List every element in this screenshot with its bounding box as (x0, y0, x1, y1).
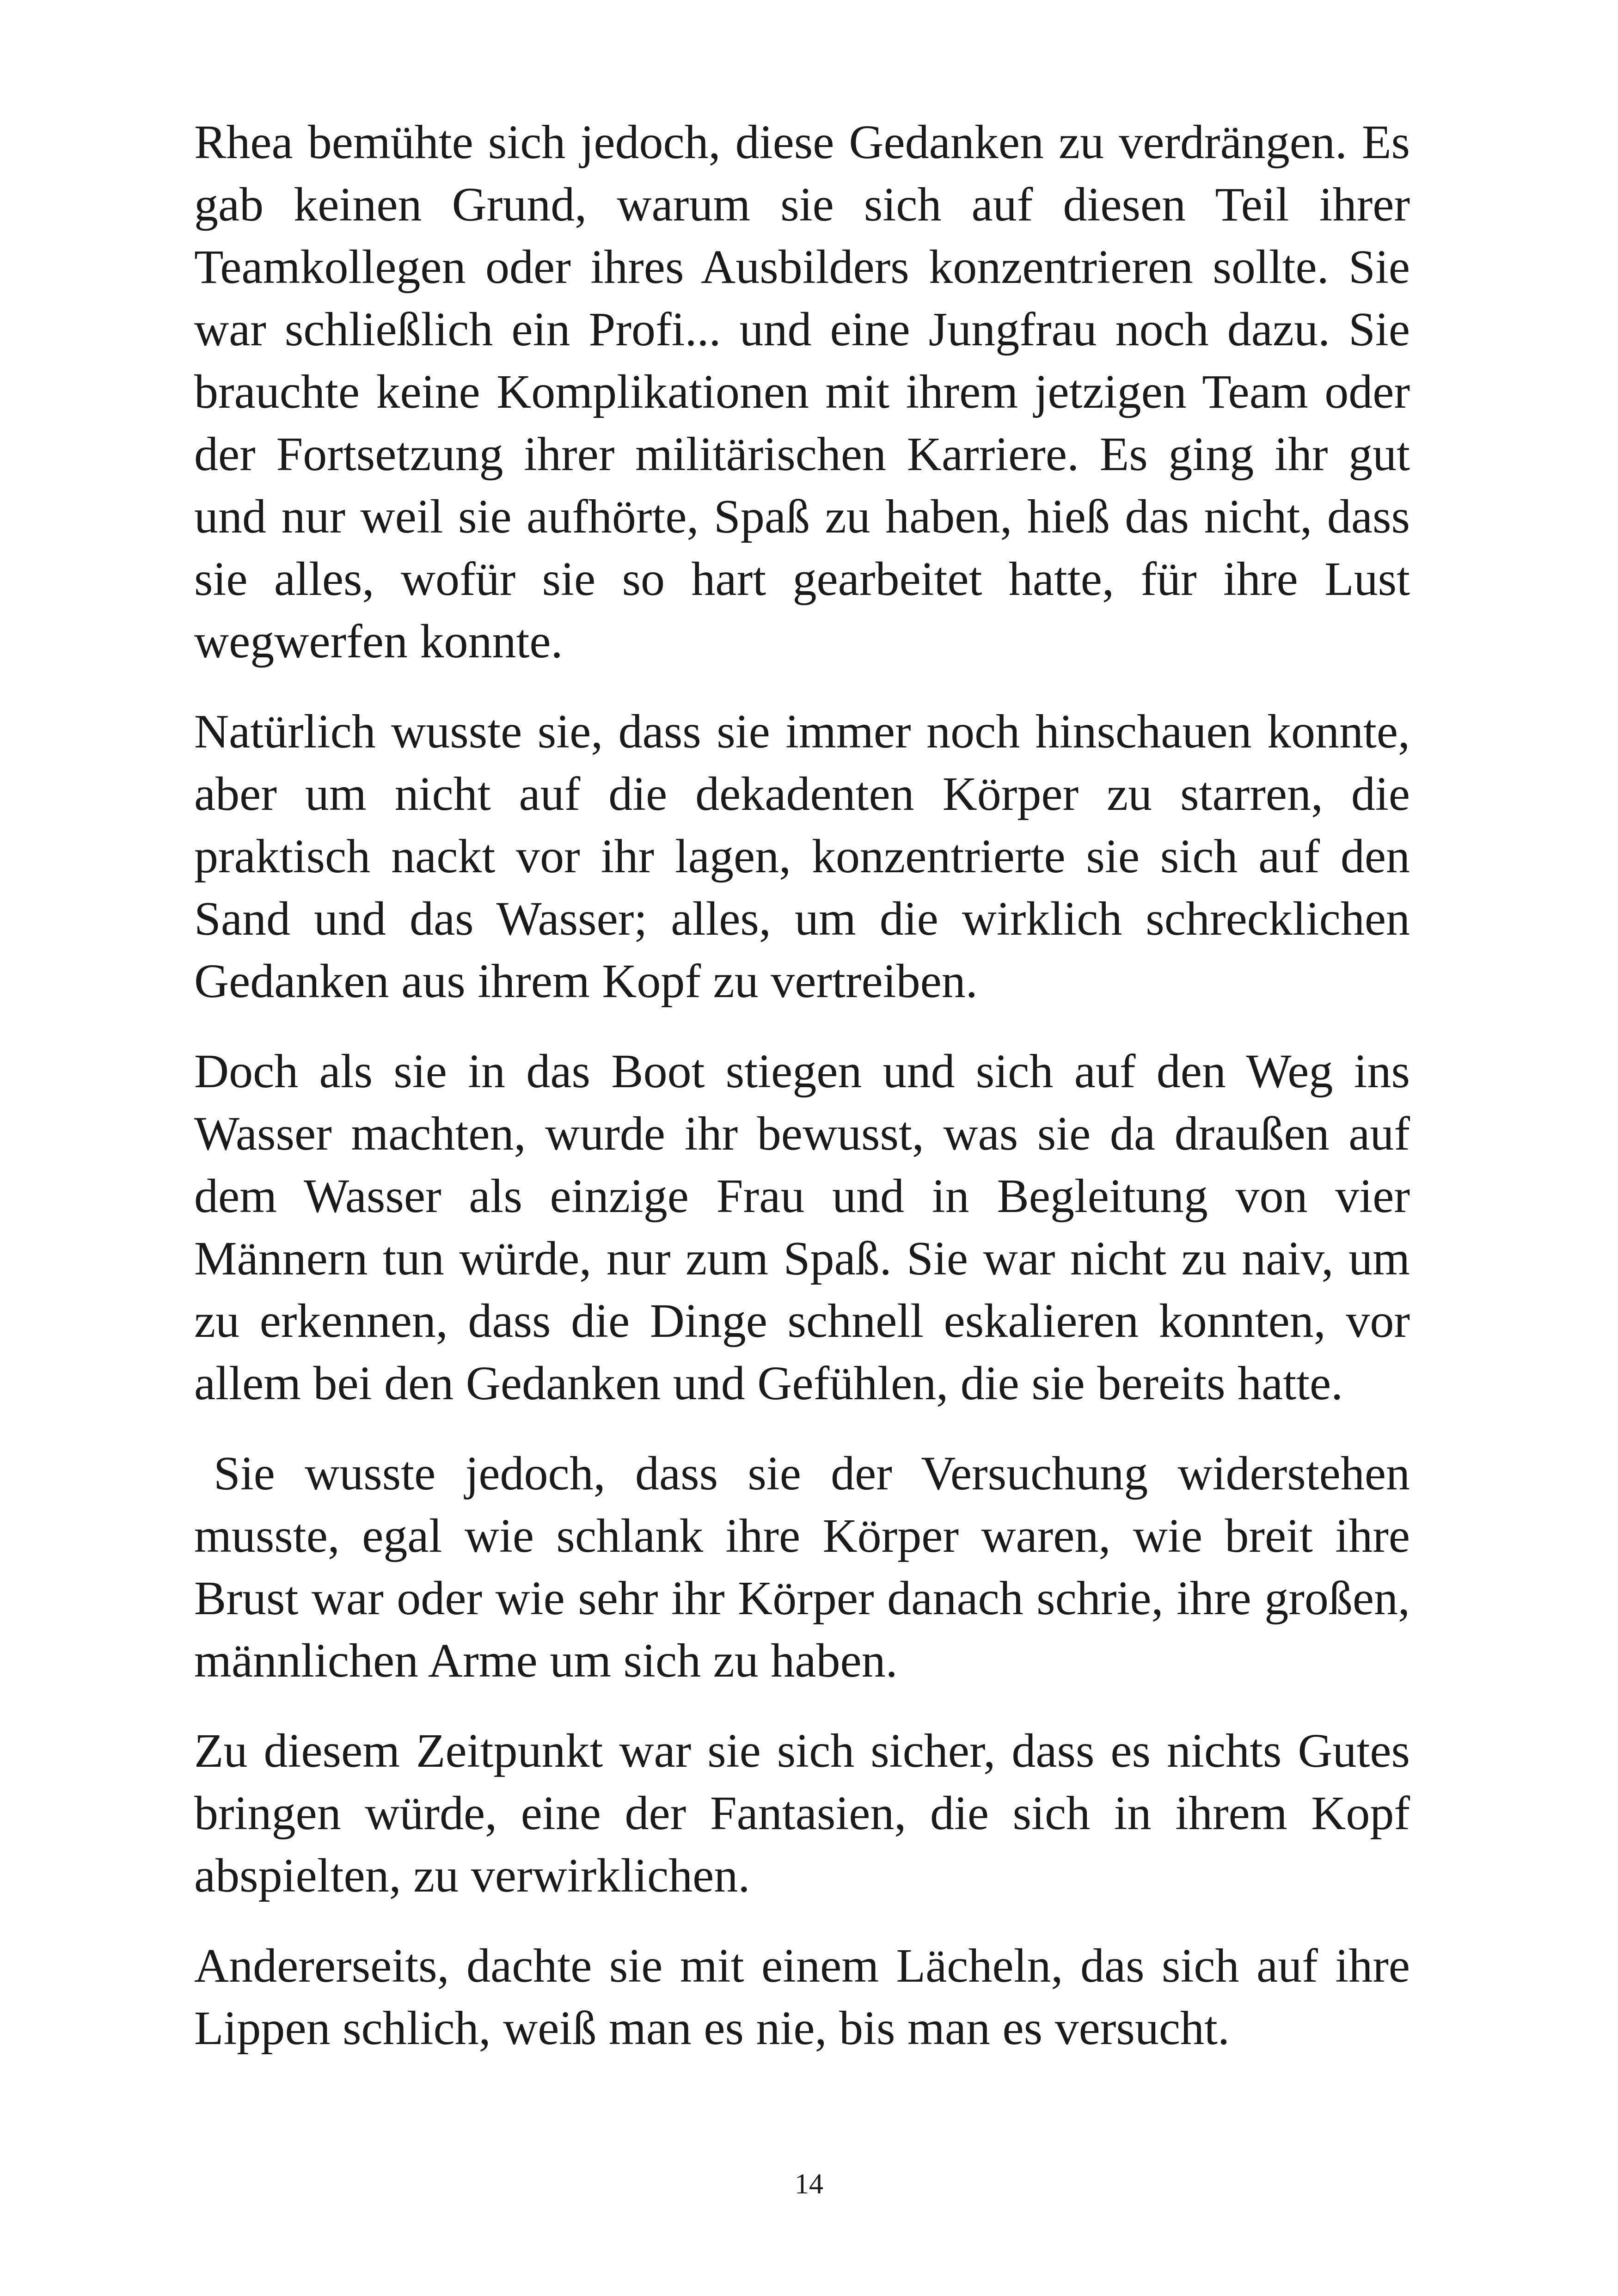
paragraph-4: Sie wusste jedoch, dass sie der Versuchung widerstehen musste, egal wie schlank ihre Körper waren, wie breit ihre Brust war oder wie sehr ihr Körper danach schrie, ihre großen, männlichen Arme um sich zu haben. (194, 1447, 1410, 1687)
paragraph-3: Doch als sie in das Boot stiegen und sich auf den Weg ins Wasser machten, wurde ihr bewusst, was sie da draußen auf dem Wasser als einzige Frau und in Begleitung von vier Männern tun würde, nur zum Spaß. Sie war nicht zu naiv, um zu erkennen, dass die Dinge schnell eskalieren konnten, vor allem bei den Gedanken und Gefühlen, die sie bereits hatte. (194, 1045, 1410, 1410)
body-text (194, 111, 1410, 2087)
paragraph-6: Andererseits, dachte sie mit einem Lächeln, das sich auf ihre Lippen schlich, weiß man es nie, bis man es versucht. (194, 1939, 1410, 2055)
paragraph-5: Zu diesem Zeitpunkt war sie sich sicher, dass es nichts Gutes bringen würde, eine der Fantasien, die sich in ihrem Kopf abspielten, zu verwirklichen. (194, 1724, 1410, 1902)
page-number: 14 (795, 2168, 823, 2200)
paragraph-2: Natürlich wusste sie, dass sie immer noch hinschauen konnte, aber um nicht auf die dekadenten Körper zu starren, die praktisch nackt vor ihr lagen, konzentrierte sie sich auf den Sand und das Wasser; alles, um die wirklich schrecklichen Gedanken aus ihrem Kopf zu vertreiben. (194, 705, 1410, 1008)
paragraph-1: Rhea bemühte sich jedoch, diese Gedanken zu verdrängen. Es gab keinen Grund, warum sie sich auf diesen Teil ihrer Teamkollegen oder ihres Ausbilders konzentrieren sollte. Sie war schließlich ein Profi... und eine Jungfrau noch dazu. Sie brauchte keine Komplikationen mit ihrem jetzigen Team oder der Fortsetzung ihrer militärischen Karriere. Es ging ihr gut und nur weil sie aufhörte, Spaß zu haben, hieß das nicht, dass sie alles, wofür sie so hart gearbeitet hatte, für ihre Lust wegwerfen konnte. (194, 116, 1410, 668)
